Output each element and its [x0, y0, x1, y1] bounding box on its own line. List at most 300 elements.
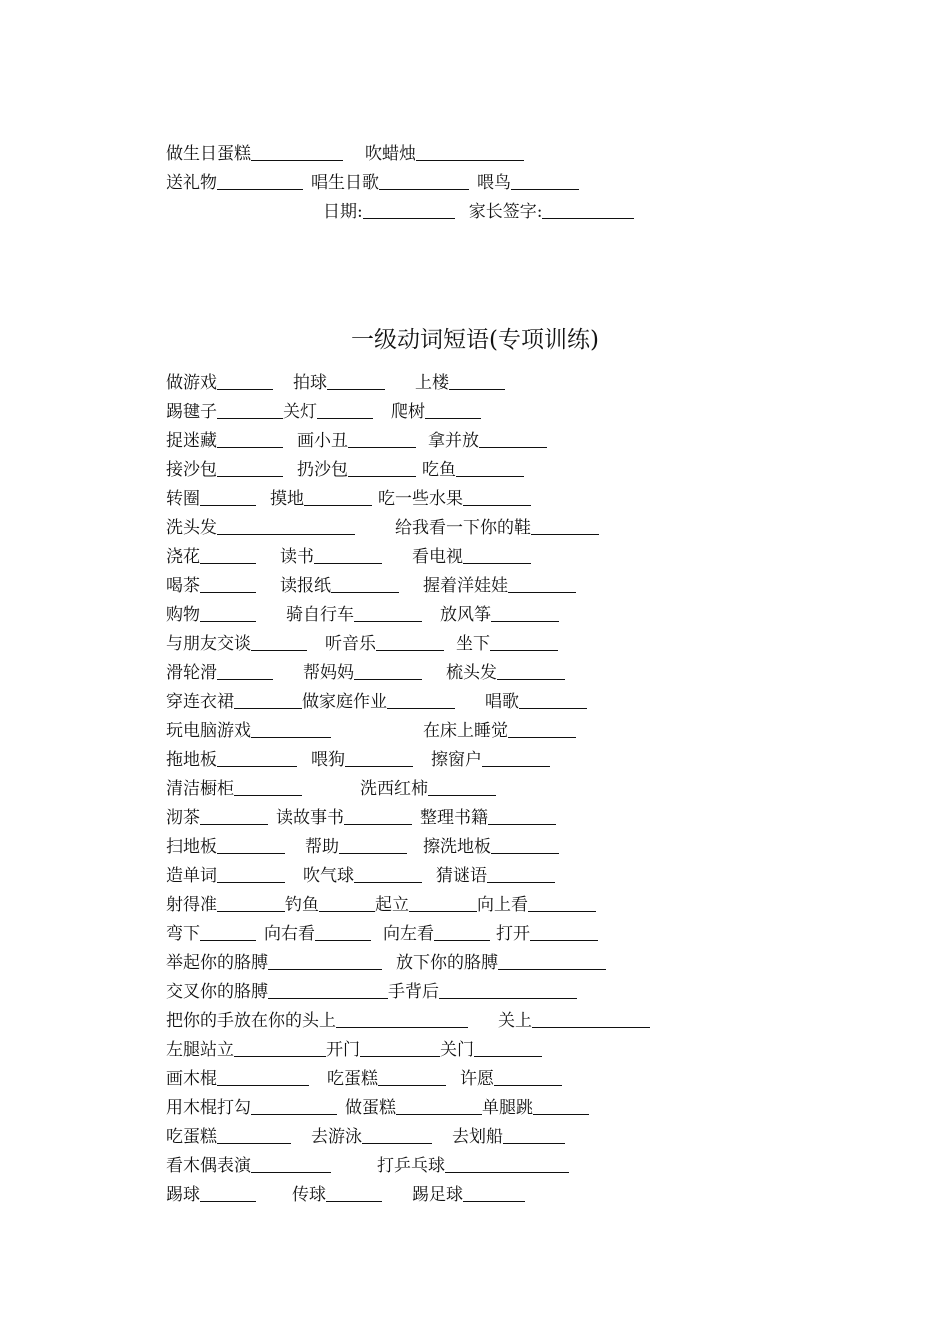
phrase-text: 左腿站立	[166, 1040, 234, 1060]
phrase	[293, 369, 385, 398]
exercise-line	[166, 688, 587, 717]
phrase	[166, 862, 285, 891]
phrase-text: 听音乐	[325, 634, 376, 654]
phrase	[166, 949, 382, 978]
phrase	[311, 746, 413, 775]
phrase-text: 读报纸	[280, 576, 331, 596]
phrase-text: 扫地板	[166, 837, 217, 857]
answer-blank[interactable]	[482, 749, 550, 767]
answer-blank[interactable]	[268, 981, 388, 999]
phrase-text: 拍球	[293, 373, 327, 393]
answer-blank[interactable]	[449, 372, 505, 390]
header-line-1	[166, 140, 524, 169]
answer-blank[interactable]	[314, 546, 382, 564]
phrase	[166, 398, 283, 427]
phrase-text: 单腿跳	[482, 1098, 533, 1118]
phrase	[166, 485, 256, 514]
answer-blank[interactable]	[217, 1068, 309, 1086]
answer-blank[interactable]	[339, 836, 407, 854]
answer-blank[interactable]	[456, 459, 524, 477]
exercise-line	[166, 456, 524, 485]
phrase-text: 擦洗地板	[423, 837, 491, 857]
header-line-2	[166, 169, 579, 198]
answer-blank[interactable]	[217, 1126, 291, 1144]
exercise-line	[166, 543, 531, 572]
answer-blank[interactable]	[200, 1184, 256, 1202]
phrase	[377, 1152, 569, 1181]
phrase	[396, 949, 606, 978]
phrase-text: 关上	[498, 1011, 532, 1031]
phrase	[166, 978, 388, 1007]
answer-blank[interactable]	[376, 633, 444, 651]
phrase-text: 握着洋娃娃	[423, 576, 508, 596]
phrase	[166, 717, 331, 746]
answer-blank[interactable]	[251, 143, 343, 161]
answer-blank[interactable]	[348, 430, 416, 448]
answer-blank[interactable]	[326, 1184, 382, 1202]
phrase-text: 帮妈妈	[303, 663, 354, 683]
phrase-text: 画木棍	[166, 1069, 217, 1089]
answer-blank[interactable]	[217, 749, 297, 767]
answer-blank[interactable]	[217, 172, 303, 190]
exercise-line	[166, 775, 496, 804]
phrase-text: 放下你的胳膊	[396, 953, 498, 973]
phrase-text: 送礼物	[166, 173, 217, 193]
answer-blank[interactable]	[200, 807, 268, 825]
answer-blank[interactable]	[533, 1097, 589, 1115]
answer-blank[interactable]	[354, 604, 422, 622]
phrase	[423, 572, 576, 601]
phrase-text: 举起你的胳膊	[166, 953, 268, 973]
phrase	[415, 369, 505, 398]
phrase	[395, 514, 599, 543]
exercise-line	[166, 1036, 542, 1065]
phrase	[166, 659, 273, 688]
phrase	[423, 833, 559, 862]
exercise-line	[166, 485, 531, 514]
answer-blank[interactable]	[463, 546, 531, 564]
answer-blank[interactable]	[396, 1097, 482, 1115]
exercise-line	[166, 398, 481, 427]
answer-blank[interactable]	[251, 1155, 331, 1173]
phrase	[360, 775, 496, 804]
phrase	[166, 920, 256, 949]
exercise-line	[166, 978, 577, 1007]
phrase-text: 去划船	[452, 1127, 503, 1147]
answer-blank[interactable]	[234, 1039, 326, 1057]
phrase-text: 转圈	[166, 489, 200, 509]
answer-blank[interactable]	[217, 894, 285, 912]
answer-blank[interactable]	[234, 691, 302, 709]
phrase	[166, 1065, 309, 1094]
phrase-text: 手背后	[388, 982, 439, 1002]
answer-blank[interactable]	[463, 1184, 525, 1202]
answer-blank[interactable]	[434, 923, 490, 941]
answer-blank[interactable]	[304, 488, 372, 506]
phrase	[283, 398, 373, 427]
answer-blank[interactable]	[491, 604, 559, 622]
phrase-text: 做蛋糕	[345, 1098, 396, 1118]
phrase-text: 看木偶表演	[166, 1156, 251, 1176]
answer-blank[interactable]	[409, 894, 477, 912]
signature-blank[interactable]	[542, 201, 634, 219]
answer-blank[interactable]	[217, 662, 273, 680]
phrase	[383, 920, 490, 949]
phrase-text: 清洁橱柜	[166, 779, 234, 799]
phrase-text: 做游戏	[166, 373, 217, 393]
exercise-line	[166, 630, 558, 659]
answer-blank[interactable]	[445, 1155, 569, 1173]
phrase-text: 吃鱼	[422, 460, 456, 480]
phrase-text: 喂鸟	[477, 173, 511, 193]
phrase	[391, 398, 481, 427]
answer-blank[interactable]	[531, 517, 599, 535]
phrase	[325, 630, 444, 659]
answer-blank[interactable]	[508, 720, 576, 738]
answer-blank[interactable]	[362, 1126, 432, 1144]
phrase-text: 坐下	[456, 634, 490, 654]
phrase-text: 打乒乓球	[377, 1156, 445, 1176]
phrase-text: 吃蛋糕	[166, 1127, 217, 1147]
answer-blank[interactable]	[344, 807, 412, 825]
phrase-text: 沏茶	[166, 808, 200, 828]
phrase	[166, 1181, 256, 1210]
phrase-text: 开门	[326, 1040, 360, 1060]
answer-blank[interactable]	[508, 575, 576, 593]
phrase	[302, 688, 455, 717]
phrase	[166, 630, 307, 659]
answer-blank[interactable]	[416, 143, 524, 161]
phrase-text: 做生日蛋糕	[166, 144, 251, 164]
phrase-text: 擦窗户	[431, 750, 482, 770]
phrase-text: 穿连衣裙	[166, 692, 234, 712]
phrase-text: 爬树	[391, 402, 425, 422]
answer-blank[interactable]	[379, 172, 469, 190]
phrase	[456, 630, 558, 659]
exercise-line	[166, 1065, 562, 1094]
date-blank[interactable]	[363, 201, 455, 219]
phrase-text: 滑轮滑	[166, 663, 217, 683]
answer-blank[interactable]	[494, 1068, 562, 1086]
exercise-line	[166, 659, 565, 688]
answer-blank[interactable]	[354, 865, 422, 883]
phrase	[166, 891, 285, 920]
phrase-text: 洗头发	[166, 518, 217, 538]
phrase	[166, 804, 268, 833]
phrase-text: 画小丑	[297, 431, 348, 451]
answer-blank[interactable]	[315, 923, 371, 941]
phrase-text: 踢毽子	[166, 402, 217, 422]
answer-blank[interactable]	[217, 836, 285, 854]
phrase-text: 喝茶	[166, 576, 200, 596]
answer-blank[interactable]	[200, 575, 256, 593]
phrase	[460, 1065, 562, 1094]
phrase	[166, 514, 355, 543]
exercise-line	[166, 804, 556, 833]
phrase	[446, 659, 565, 688]
phrase	[166, 543, 256, 572]
signature-field	[469, 198, 635, 227]
answer-blank[interactable]	[217, 430, 283, 448]
phrase-text: 捉迷藏	[166, 431, 217, 451]
phrase	[485, 688, 587, 717]
phrase	[276, 804, 412, 833]
phrase	[166, 1036, 326, 1065]
phrase	[326, 1036, 440, 1065]
phrase-text: 看电视	[412, 547, 463, 567]
exercise-line	[166, 1152, 569, 1181]
phrase-text: 拿并放	[428, 431, 479, 451]
answer-blank[interactable]	[354, 662, 422, 680]
answer-blank[interactable]	[487, 865, 555, 883]
phrase	[286, 601, 422, 630]
phrase-text: 做家庭作业	[302, 692, 387, 712]
phrase	[297, 427, 416, 456]
answer-blank[interactable]	[491, 836, 559, 854]
phrase-text: 把你的手放在你的头上	[166, 1011, 336, 1031]
answer-blank[interactable]	[348, 459, 416, 477]
answer-blank[interactable]	[479, 430, 547, 448]
answer-blank[interactable]	[200, 604, 256, 622]
answer-blank[interactable]	[336, 1010, 468, 1028]
page-title: 一级动词短语(专项训练)	[351, 327, 599, 353]
phrase-text: 扔沙包	[297, 460, 348, 480]
phrase	[166, 601, 256, 630]
answer-blank[interactable]	[503, 1126, 565, 1144]
phrase	[412, 543, 531, 572]
signature-line	[323, 198, 634, 227]
answer-blank[interactable]	[251, 1097, 337, 1115]
phrase-text: 喂狗	[311, 750, 345, 770]
phrase	[345, 1094, 482, 1123]
phrase-text: 关门	[440, 1040, 474, 1060]
answer-blank[interactable]	[530, 923, 598, 941]
answer-blank[interactable]	[425, 401, 481, 419]
phrase	[431, 746, 550, 775]
phrase-text: 帮助	[305, 837, 339, 857]
date-field	[323, 198, 455, 227]
answer-blank[interactable]	[317, 401, 373, 419]
phrase	[166, 688, 302, 717]
answer-blank[interactable]	[532, 1010, 650, 1028]
phrase	[420, 804, 556, 833]
phrase-text: 猜谜语	[436, 866, 487, 886]
answer-blank[interactable]	[498, 952, 606, 970]
signature-label: 家长签字:	[468, 202, 543, 222]
answer-blank[interactable]	[217, 372, 273, 390]
phrase	[297, 456, 416, 485]
phrase-text: 在床上睡觉	[423, 721, 508, 741]
phrase	[498, 1007, 650, 1036]
exercise-line	[166, 572, 576, 601]
answer-blank[interactable]	[217, 865, 285, 883]
exercise-line	[166, 1123, 565, 1152]
phrase	[428, 427, 547, 456]
exercise-line	[166, 833, 559, 862]
answer-blank[interactable]	[387, 691, 455, 709]
phrase-text: 拖地板	[166, 750, 217, 770]
answer-blank[interactable]	[488, 807, 556, 825]
phrase	[412, 1181, 525, 1210]
phrase-text: 射得准	[166, 895, 217, 915]
answer-blank[interactable]	[200, 546, 256, 564]
phrase	[311, 169, 469, 198]
answer-blank[interactable]	[217, 517, 355, 535]
phrase-text: 玩电脑游戏	[166, 721, 251, 741]
exercise-line	[166, 601, 559, 630]
phrase-text: 放风筝	[440, 605, 491, 625]
phrase-text: 浇花	[166, 547, 200, 567]
phrase-text: 交叉你的胳膊	[166, 982, 268, 1002]
phrase-text: 钓鱼	[285, 895, 319, 915]
phrase	[423, 717, 576, 746]
phrase-text: 梳头发	[446, 663, 497, 683]
exercise-line	[166, 746, 550, 775]
answer-blank[interactable]	[200, 488, 256, 506]
exercise-line	[166, 514, 599, 543]
phrase-text: 上楼	[415, 373, 449, 393]
answer-blank[interactable]	[217, 401, 283, 419]
phrase	[440, 1036, 542, 1065]
phrase	[166, 456, 283, 485]
answer-blank[interactable]	[428, 778, 496, 796]
phrase	[264, 920, 371, 949]
phrase	[452, 1123, 565, 1152]
exercise-line	[166, 891, 596, 920]
answer-blank[interactable]	[251, 720, 331, 738]
phrase	[422, 456, 524, 485]
phrase-text: 向右看	[264, 924, 315, 944]
answer-blank[interactable]	[327, 372, 385, 390]
phrase	[280, 543, 382, 572]
phrase-text: 洗西红柿	[360, 779, 428, 799]
phrase-text: 唱生日歌	[311, 173, 379, 193]
phrase	[436, 862, 555, 891]
phrase-text: 接沙包	[166, 460, 217, 480]
phrase	[303, 659, 422, 688]
phrase	[292, 1181, 382, 1210]
phrase	[270, 485, 372, 514]
answer-blank[interactable]	[200, 923, 256, 941]
phrase-text: 传球	[292, 1185, 326, 1205]
answer-blank[interactable]	[439, 981, 577, 999]
answer-blank[interactable]	[528, 894, 596, 912]
answer-blank[interactable]	[234, 778, 302, 796]
answer-blank[interactable]	[360, 1039, 440, 1057]
answer-blank[interactable]	[497, 662, 565, 680]
phrase	[166, 572, 256, 601]
phrase-text: 踢足球	[412, 1185, 463, 1205]
phrase	[375, 891, 477, 920]
exercise-line	[166, 427, 547, 456]
exercise-line	[166, 862, 555, 891]
phrase	[166, 169, 303, 198]
phrase	[280, 572, 399, 601]
phrase-text: 给我看一下你的鞋	[395, 518, 531, 538]
answer-blank[interactable]	[463, 488, 531, 506]
phrase-text: 打开	[496, 924, 530, 944]
phrase-text: 唱歌	[485, 692, 519, 712]
phrase	[496, 920, 598, 949]
phrase-text: 起立	[375, 895, 409, 915]
phrase	[166, 427, 283, 456]
phrase-text: 骑自行车	[286, 605, 354, 625]
answer-blank[interactable]	[511, 172, 579, 190]
phrase	[477, 891, 596, 920]
phrase-text: 弯下	[166, 924, 200, 944]
phrase-text: 读故事书	[276, 808, 344, 828]
phrase	[305, 833, 407, 862]
phrase-text: 向左看	[383, 924, 434, 944]
phrase	[311, 1123, 432, 1152]
phrase-text: 用木棍打勾	[166, 1098, 251, 1118]
phrase-text: 踢球	[166, 1185, 200, 1205]
phrase-text: 吃一些水果	[378, 489, 463, 509]
phrase-text: 吹蜡烛	[365, 144, 416, 164]
answer-blank[interactable]	[319, 894, 375, 912]
phrase-text: 向上看	[477, 895, 528, 915]
phrase	[166, 1007, 468, 1036]
answer-blank[interactable]	[378, 1068, 446, 1086]
phrase-text: 与朋友交谈	[166, 634, 251, 654]
phrase	[285, 891, 375, 920]
answer-blank[interactable]	[490, 633, 558, 651]
phrase-text: 吹气球	[303, 866, 354, 886]
exercise-line	[166, 1181, 525, 1210]
phrase	[327, 1065, 446, 1094]
exercise-line	[166, 369, 505, 398]
phrase	[166, 775, 302, 804]
exercise-line	[166, 920, 598, 949]
phrase	[166, 746, 297, 775]
answer-blank[interactable]	[217, 459, 283, 477]
exercise-line	[166, 1094, 589, 1123]
phrase	[482, 1094, 589, 1123]
exercise-line	[166, 949, 606, 978]
answer-blank[interactable]	[251, 633, 307, 651]
phrase-text: 造单词	[166, 866, 217, 886]
date-label: 日期:	[323, 202, 363, 222]
phrase-text: 整理书籍	[420, 808, 488, 828]
phrase	[303, 862, 422, 891]
phrase	[166, 1123, 291, 1152]
exercise-line	[166, 717, 576, 746]
answer-blank[interactable]	[268, 952, 382, 970]
phrase-text: 许愿	[460, 1069, 494, 1089]
phrase-text: 去游泳	[311, 1127, 362, 1147]
phrase	[378, 485, 531, 514]
phrase	[166, 369, 273, 398]
phrase	[477, 169, 579, 198]
phrase-text: 关灯	[283, 402, 317, 422]
phrase-text: 摸地	[270, 489, 304, 509]
phrase-text: 吃蛋糕	[327, 1069, 378, 1089]
phrase	[365, 140, 524, 169]
answer-blank[interactable]	[345, 749, 413, 767]
phrase	[166, 1152, 331, 1181]
answer-blank[interactable]	[474, 1039, 542, 1057]
phrase	[166, 1094, 337, 1123]
phrase	[166, 833, 285, 862]
phrase	[440, 601, 559, 630]
exercise-line	[166, 1007, 650, 1036]
answer-blank[interactable]	[331, 575, 399, 593]
answer-blank[interactable]	[519, 691, 587, 709]
phrase	[166, 140, 343, 169]
phrase-text: 读书	[280, 547, 314, 567]
phrase-text: 购物	[166, 605, 200, 625]
phrase	[388, 978, 577, 1007]
